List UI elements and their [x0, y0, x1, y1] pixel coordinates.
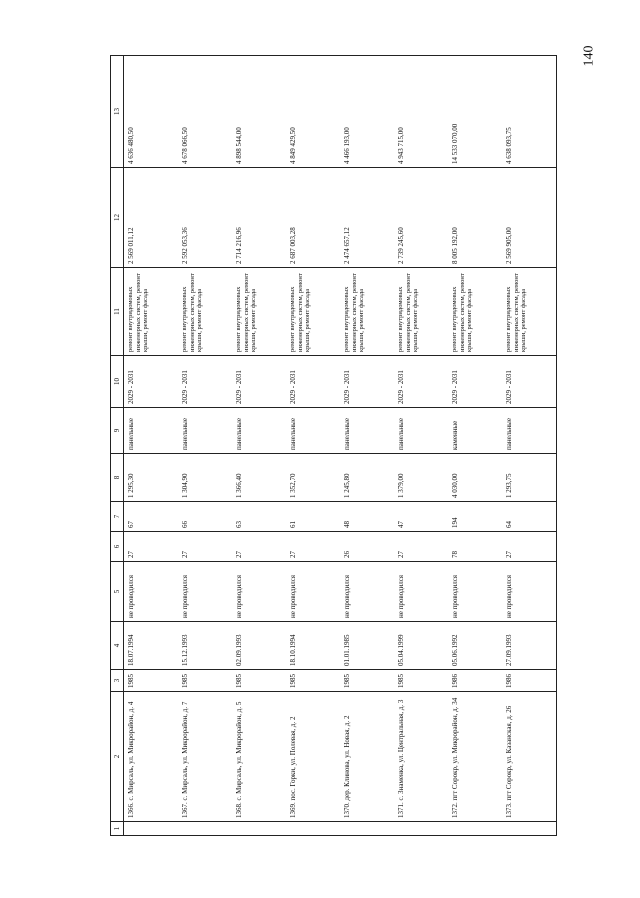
survey-status-cell: не проводился [232, 562, 286, 622]
table-header-row [111, 56, 124, 836]
column-header: 7 [111, 502, 124, 532]
survey-status-cell: не проводился [286, 562, 340, 622]
area-cell: 1 366,40 [232, 454, 286, 502]
row-number: 1372. [451, 802, 460, 818]
work-type-cell: ремонт внутридомовых инженерных систем, ремонт крыши, ремонт фасада [340, 268, 394, 356]
register-table [110, 55, 557, 836]
row-number: 1369. [289, 802, 298, 818]
column-header: 11 [111, 268, 124, 356]
repair-period-cell: 2029 - 2031 [502, 356, 557, 408]
date-cell: 02.09.1993 [232, 622, 286, 670]
repair-period-cell: 2029 - 2031 [232, 356, 286, 408]
address-text: пос. Горки, ул. Полевая, д. 2 [289, 716, 298, 801]
repair-period-cell: 2029 - 2031 [286, 356, 340, 408]
row-number-cell [178, 822, 232, 836]
date-cell: 27.09.1993 [502, 622, 557, 670]
repair-period-cell: 2029 - 2031 [178, 356, 232, 408]
area-cell: 1 293,75 [502, 454, 557, 502]
work-type-cell: ремонт внутридомовых инженерных систем, ремонт крыши, ремонт фасада [124, 268, 179, 356]
date-cell: 05.06.1992 [448, 622, 502, 670]
year-cell: 1986 [502, 670, 557, 692]
area-cell: 1 304,90 [178, 454, 232, 502]
column-header: 10 [111, 356, 124, 408]
column-6-cell: 27 [178, 532, 232, 562]
column-6-cell: 26 [340, 532, 394, 562]
year-cell: 1985 [178, 670, 232, 692]
wall-material-cell: панельные [232, 408, 286, 454]
address-text: с. Мирсаль, ул. Микрорайон, д. 7 [181, 701, 190, 801]
survey-status-cell: не проводился [394, 562, 448, 622]
survey-status-cell: не проводился [178, 562, 232, 622]
column-header: 13 [111, 56, 124, 168]
address-text: с. Знаменка, ул. Центральная, д. 3 [397, 699, 406, 801]
column-7-cell: 66 [178, 502, 232, 532]
area-cell: 1 295,30 [124, 454, 179, 502]
year-cell: 1985 [232, 670, 286, 692]
address-cell [286, 692, 340, 822]
total-cost-cell: 4 849 429,50 [286, 56, 340, 168]
column-header: 2 [111, 692, 124, 822]
wall-material-cell: панельные [178, 408, 232, 454]
row-number-cell [232, 822, 286, 836]
column-7-cell: 64 [502, 502, 557, 532]
column-header: 9 [111, 408, 124, 454]
survey-status-cell: не проводился [502, 562, 557, 622]
survey-status-cell: не проводился [340, 562, 394, 622]
column-7-cell: 47 [394, 502, 448, 532]
wall-material-cell: панельные [394, 408, 448, 454]
area-cell: 1 379,00 [394, 454, 448, 502]
survey-status-cell: не проводился [124, 562, 179, 622]
column-6-cell: 78 [448, 532, 502, 562]
page-number: 140 [581, 45, 597, 67]
row-number: 1367. [181, 802, 190, 818]
year-cell: 1985 [394, 670, 448, 692]
cost-cell: 8 005 192,00 [448, 168, 502, 268]
date-cell: 01.01.1985 [340, 622, 394, 670]
wall-material-cell: панельные [340, 408, 394, 454]
table-row [448, 56, 502, 836]
work-type-cell: ремонт внутридомовых инженерных систем, ремонт крыши, ремонт фасада [502, 268, 557, 356]
register-table-wrapper [110, 56, 530, 836]
work-type-cell: ремонт внутридомовых инженерных систем, ремонт крыши, ремонт фасада [178, 268, 232, 356]
table-body [124, 56, 557, 836]
address-cell [178, 692, 232, 822]
address-text: с. Мирсаль, ул. Микрорайон, д. 4 [127, 701, 136, 801]
address-cell [232, 692, 286, 822]
column-header: 8 [111, 454, 124, 502]
column-header: 5 [111, 562, 124, 622]
row-number-cell [502, 822, 557, 836]
survey-status-cell: не проводился [448, 562, 502, 622]
total-cost-cell: 4 638 093,75 [502, 56, 557, 168]
column-6-cell: 27 [286, 532, 340, 562]
row-number: 1368. [235, 802, 244, 818]
wall-material-cell: панельные [124, 408, 179, 454]
table-row [178, 56, 232, 836]
row-number: 1373. [505, 802, 514, 818]
repair-period-cell: 2029 - 2031 [394, 356, 448, 408]
column-7-cell: 63 [232, 502, 286, 532]
year-cell: 1985 [340, 670, 394, 692]
column-header: 6 [111, 532, 124, 562]
row-number-cell [286, 822, 340, 836]
row-number-cell [124, 822, 179, 836]
area-cell: 1 352,70 [286, 454, 340, 502]
column-header: 3 [111, 670, 124, 692]
area-cell: 4 030,00 [448, 454, 502, 502]
total-cost-cell: 4 678 066,50 [178, 56, 232, 168]
address-text: дер. Клинова, ул. Новая, д. 2 [343, 715, 352, 801]
wall-material-cell: каменные [448, 408, 502, 454]
column-header: 4 [111, 622, 124, 670]
cost-cell: 2 592 053,36 [178, 168, 232, 268]
work-type-cell: ремонт внутридомовых инженерных систем, ремонт крыши, ремонт фасада [394, 268, 448, 356]
cost-cell: 2 569 011,12 [124, 168, 179, 268]
address-cell [394, 692, 448, 822]
row-number: 1370. [343, 802, 352, 818]
address-cell [502, 692, 557, 822]
column-7-cell: 61 [286, 502, 340, 532]
work-type-cell: ремонт внутридомовых инженерных систем, ремонт крыши, ремонт фасада [232, 268, 286, 356]
table-row [502, 56, 557, 836]
year-cell: 1985 [286, 670, 340, 692]
column-6-cell: 27 [232, 532, 286, 562]
cost-cell: 2 687 003,28 [286, 168, 340, 268]
date-cell: 05.04.1999 [394, 622, 448, 670]
table-row [394, 56, 448, 836]
column-header: 12 [111, 168, 124, 268]
address-cell [448, 692, 502, 822]
table-row [232, 56, 286, 836]
table-row [340, 56, 394, 836]
column-6-cell: 27 [394, 532, 448, 562]
address-text: с. Мирсаль, ул. Микрорайон, д. 5 [235, 701, 244, 801]
total-cost-cell: 4 636 480,50 [124, 56, 179, 168]
date-cell: 15.12.1993 [178, 622, 232, 670]
column-6-cell: 27 [502, 532, 557, 562]
wall-material-cell: панельные [502, 408, 557, 454]
row-number: 1366. [127, 802, 136, 818]
repair-period-cell: 2029 - 2031 [448, 356, 502, 408]
table-row [124, 56, 179, 836]
cost-cell: 2 739 245,60 [394, 168, 448, 268]
total-cost-cell: 4 898 544,00 [232, 56, 286, 168]
total-cost-cell: 4 466 193,00 [340, 56, 394, 168]
cost-cell: 2 474 657,12 [340, 168, 394, 268]
date-cell: 18.10.1994 [286, 622, 340, 670]
column-7-cell: 194 [448, 502, 502, 532]
row-number-cell [448, 822, 502, 836]
address-cell [124, 692, 179, 822]
column-7-cell: 48 [340, 502, 394, 532]
row-number: 1371. [397, 802, 406, 818]
column-7-cell: 67 [124, 502, 179, 532]
work-type-cell: ремонт внутридомовых инженерных систем, ремонт крыши, ремонт фасада [448, 268, 502, 356]
total-cost-cell: 4 943 715,00 [394, 56, 448, 168]
column-6-cell: 27 [124, 532, 179, 562]
cost-cell: 2 569 905,00 [502, 168, 557, 268]
year-cell: 1986 [448, 670, 502, 692]
year-cell: 1985 [124, 670, 179, 692]
address-cell [340, 692, 394, 822]
wall-material-cell: панельные [286, 408, 340, 454]
cost-cell: 2 714 216,96 [232, 168, 286, 268]
area-cell: 1 245,80 [340, 454, 394, 502]
address-text: пгт Сорокр, ул. Микрорайон, д. 34 [451, 697, 460, 801]
total-cost-cell: 14 533 070,00 [448, 56, 502, 168]
address-text: пгт Сорокр, ул. Казанская, д. 26 [505, 705, 514, 801]
table-row [286, 56, 340, 836]
date-cell: 18.07.1994 [124, 622, 179, 670]
repair-period-cell: 2029 - 2031 [340, 356, 394, 408]
row-number-cell [340, 822, 394, 836]
row-number-cell [394, 822, 448, 836]
work-type-cell: ремонт внутридомовых инженерных систем, ремонт крыши, ремонт фасада [286, 268, 340, 356]
column-header: 1 [111, 822, 124, 836]
repair-period-cell: 2029 - 2031 [124, 356, 179, 408]
